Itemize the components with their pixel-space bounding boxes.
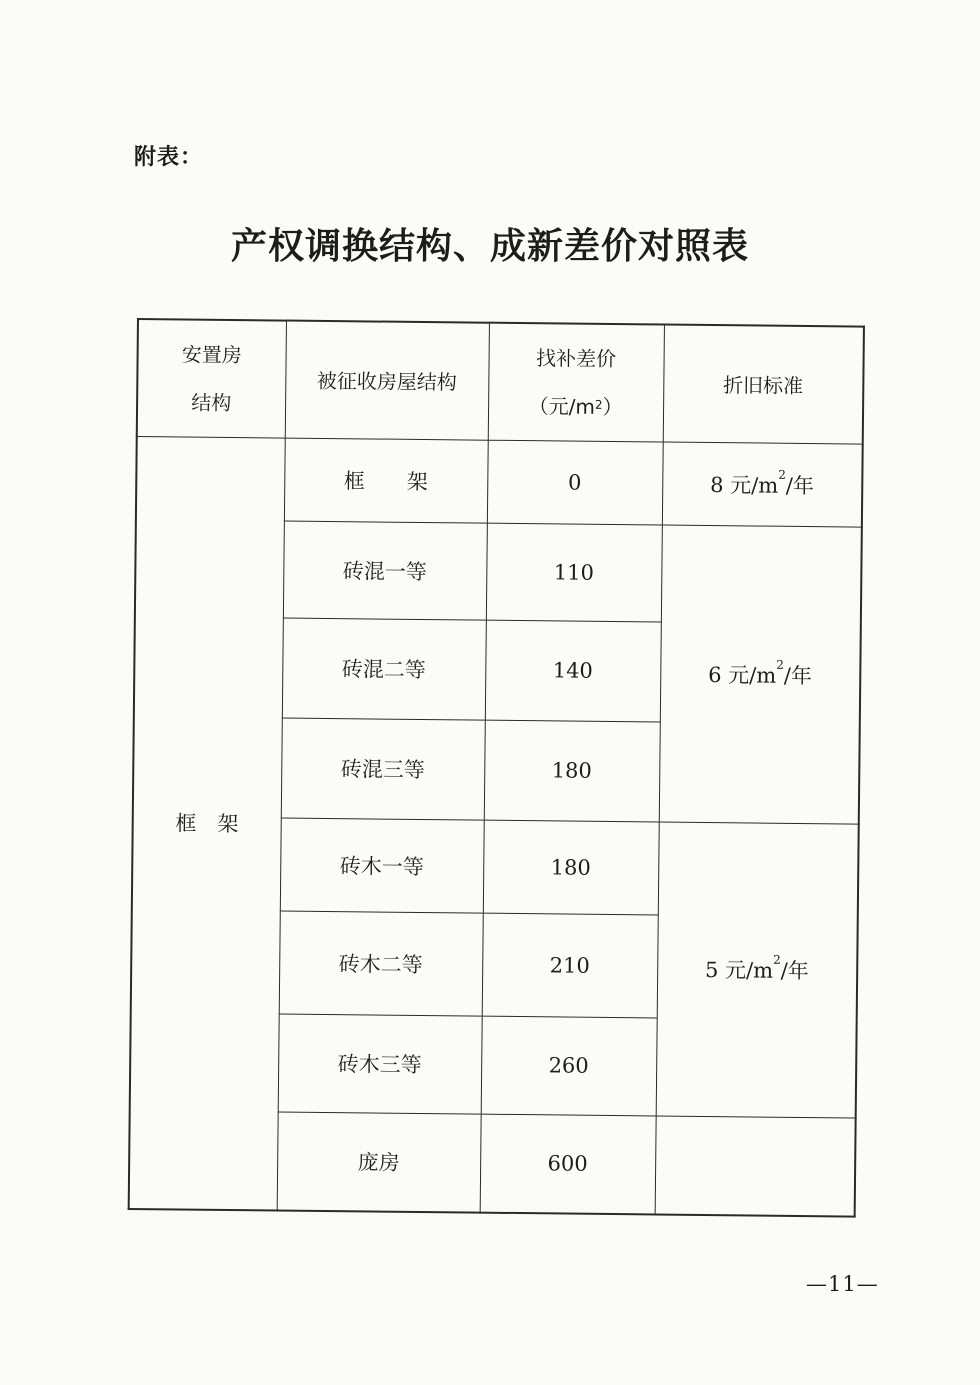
price-cell: 110 bbox=[486, 523, 662, 622]
resettlement-structure-cell: 框 架 bbox=[129, 436, 285, 1211]
header-price-difference bbox=[488, 323, 664, 442]
header-resettlement-line1: 安置房 bbox=[181, 342, 242, 367]
header-price-line1: 找补差价 bbox=[535, 345, 617, 371]
header-expropriated-structure: 被征收房屋结构 bbox=[285, 321, 489, 440]
depreciation-cell: 5 元$/m^2/$年 bbox=[656, 821, 859, 1117]
page-number: —11— bbox=[806, 1272, 879, 1296]
table-header-row bbox=[137, 319, 864, 444]
structure-cell: 框 架 bbox=[284, 438, 488, 523]
header-resettlement-structure bbox=[137, 319, 286, 438]
price-cell: 210 bbox=[482, 913, 658, 1018]
depreciation-cell-empty bbox=[655, 1115, 856, 1216]
price-cell: 260 bbox=[481, 1016, 657, 1116]
header-resettlement-line2: 结构 bbox=[191, 390, 232, 415]
comparison-table bbox=[128, 318, 865, 1218]
price-cell: 180 bbox=[483, 820, 659, 915]
depreciation-cell: 6 元$/m^2/$年 bbox=[659, 525, 862, 824]
depreciation-cell: 8 元$/m^2/$年 bbox=[662, 442, 863, 527]
header-depreciation-standard: 折旧标准 bbox=[663, 325, 864, 444]
structure-cell: 庞房 bbox=[277, 1112, 481, 1213]
price-cell: 180 bbox=[484, 720, 660, 822]
price-cell: 140 bbox=[485, 620, 661, 722]
structure-cell: 砖混三等 bbox=[281, 718, 485, 820]
structure-cell: 砖木二等 bbox=[279, 911, 483, 1016]
structure-cell: 砖木三等 bbox=[278, 1014, 482, 1114]
page-title: 产权调换结构、成新差价对照表 bbox=[230, 225, 749, 267]
appendix-label: 附表： bbox=[134, 145, 204, 170]
header-price-unit: （元$/m^2$） bbox=[528, 393, 623, 419]
price-cell: 0 bbox=[487, 440, 663, 525]
table-row bbox=[136, 436, 863, 527]
structure-cell: 砖混二等 bbox=[282, 618, 486, 720]
structure-cell: 砖混一等 bbox=[283, 521, 487, 620]
structure-cell: 砖木一等 bbox=[280, 818, 484, 913]
price-cell: 600 bbox=[480, 1114, 656, 1215]
comparison-table-container bbox=[128, 318, 863, 1216]
